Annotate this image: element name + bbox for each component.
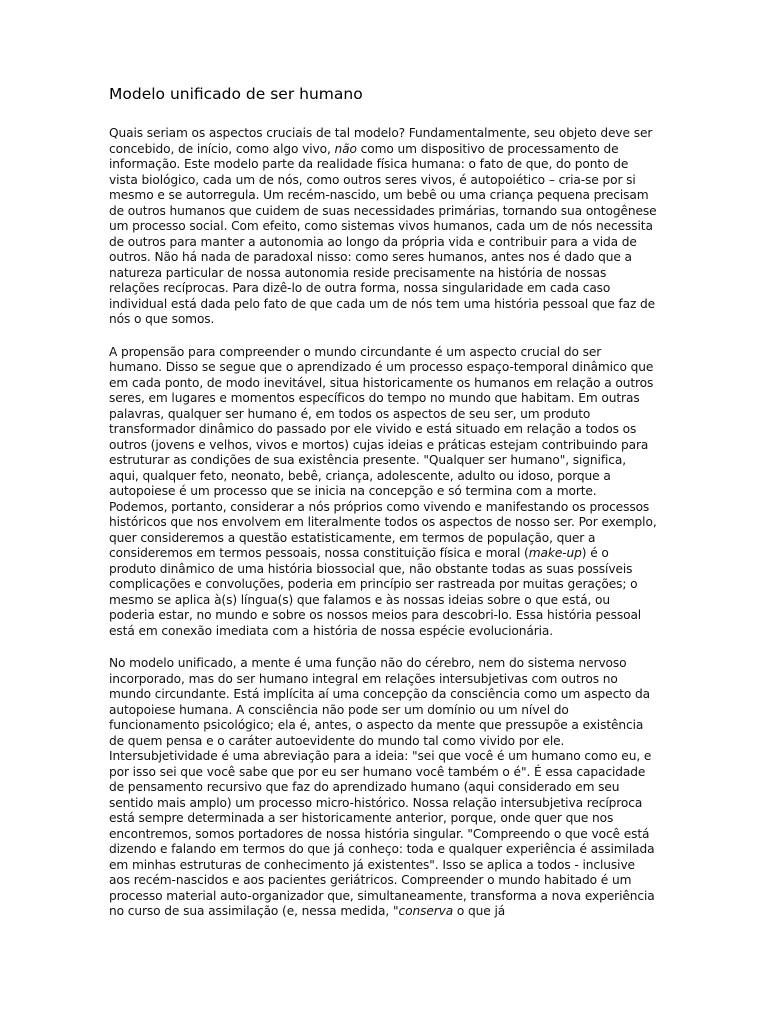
emphasis-text: não bbox=[334, 141, 357, 156]
paragraph-2 bbox=[109, 345, 657, 640]
paragraph-1 bbox=[109, 126, 657, 328]
paragraph-text: No modelo unificado, a mente é uma função não do cérebro, nem do sistema nervoso incorporado, mas do ser humano integral em relações intersubjetivas com outros no mundo circundante. Está implícita aí uma concepção da consciência como um aspecto da autopoiese humana. A consciência não pode ser um domínio ou um nível do funcionamento psicológico; ela é, antes, o aspecto da mente que pressupõe a existência de quem pensa e o caráter autoevidente do mundo tal como vivido por ele. Intersubjetividade é uma abreviação para a ideia: "sei que você é um humano como eu, e por isso sei que você sabe que por eu ser humano você também o é". É essa capacidade de pensamento recursivo que faz do aprendizado humano (aqui considerado em seu sentido mais amplo) um processo micro-histórico. Nossa relação intersubjetiva recíproca está sempre determinada a ser historicamente anterior, porque, onde quer que nos encontremos, somos portadores de nossa história singular. "Compreendo o que você está dizendo e falando em termos do que já conheço: toda e qualquer experiência é assimilada em minhas estruturas de conhecimento já existentes". Isso se aplica a todos - inclusive aos recém-nascidos e aos pacientes geriátricos. Compreender o mundo habitado é um processo material auto-organizador que, simultaneamente, transforma a nova experiência no curso de sua assimilação (e, nessa medida, " bbox=[109, 656, 655, 918]
paragraph-text: o que já bbox=[453, 904, 506, 918]
paragraph-3 bbox=[109, 656, 657, 920]
document-page bbox=[109, 84, 657, 937]
paragraph-text: ) é o produto dinâmico de uma história biossocial que, não obstante todas as suas possíveis complicações e convoluções, poderia em princípio ser rastreada por muitas gerações; o mesmo se aplica à(s) língua(s) que falamos e às nossas ideias sobre o que está, ou poderia estar, no mundo e sobre os nossos meios para descobri-lo. Essa história pessoal está em conexão imediata com a história de nossa espécie evolucionária. bbox=[109, 546, 642, 638]
emphasis-text: conserva bbox=[398, 904, 454, 918]
emphasis-text: make-up bbox=[528, 546, 582, 560]
paragraph-text: A propensão para compreender o mundo circundante é um aspecto crucial do ser humano. Disso se segue que o aprendizado é um processo espaço-temporal dinâmico que em cada ponto, de modo inevitável, situa historicamente os humanos em relação a outros seres, em lugares e momentos específicos do tempo no mundo que habitam. Em outras palavras, qualquer ser humano é, em todos os aspectos de seu ser, um produto transformador dinâmico do passado por ele vivido e está situado em relação a todos os outros (jovens e velhos, vivos e mortos) cujas ideias e práticas estejam contribuindo para estruturar as condições de sua existência presente. "Qualquer ser humano", significa, aqui, qualquer feto, neonato, bebê, criança, adolescente, adulto ou idoso, porque a autopoiese é um processo que se inicia na concepção e só termina com a morte. Podemos, portanto, considerar a nós próprios como vivendo e manifestando os processos históricos que nos envolvem em literalmente todos os aspectos de nosso ser. Por exemplo, quer consideremos a questão estatisticamente, em termos de população, quer a consideremos em termos pessoais, nossa constituição física e moral ( bbox=[109, 344, 657, 560]
paragraph-text: como um dispositivo de processamento de informação. Este modelo parte da realidade física humana: o fato de que, do ponto de vista biológico, cada um de nós, como outros seres vivos, é autopoiético – cria-se por si mesmo e se autorregula. Um recém-nascido, um bebê ou uma criança pequena precisam de outros humanos que cuidem de suas necessidades primárias, tornando sua ontogênese um processo social. Com efeito, como sistemas vivos humanos, cada um de nós necessita de outros para manter a autonomia ao longo da própria vida e contribuir para a vida de outros. Não há nada de paradoxal nisso: como seres humanos, antes nos é dado que a natureza particular de nossa autonomia reside precisamente na história de nossas relações recíprocas. Para dizê-lo de outra forma, nossa singularidade em cada caso individual está dada pelo fato de que cada um de nós tem uma história pessoal que faz de nós o que somos. bbox=[109, 141, 657, 326]
paragraph-text: Quais seriam os aspectos cruciais de tal modelo? Fundamentalmente, seu objeto deve ser concebido, de início, como algo vivo, bbox=[109, 126, 653, 156]
document-title: Modelo unificado de ser humano bbox=[109, 85, 363, 103]
